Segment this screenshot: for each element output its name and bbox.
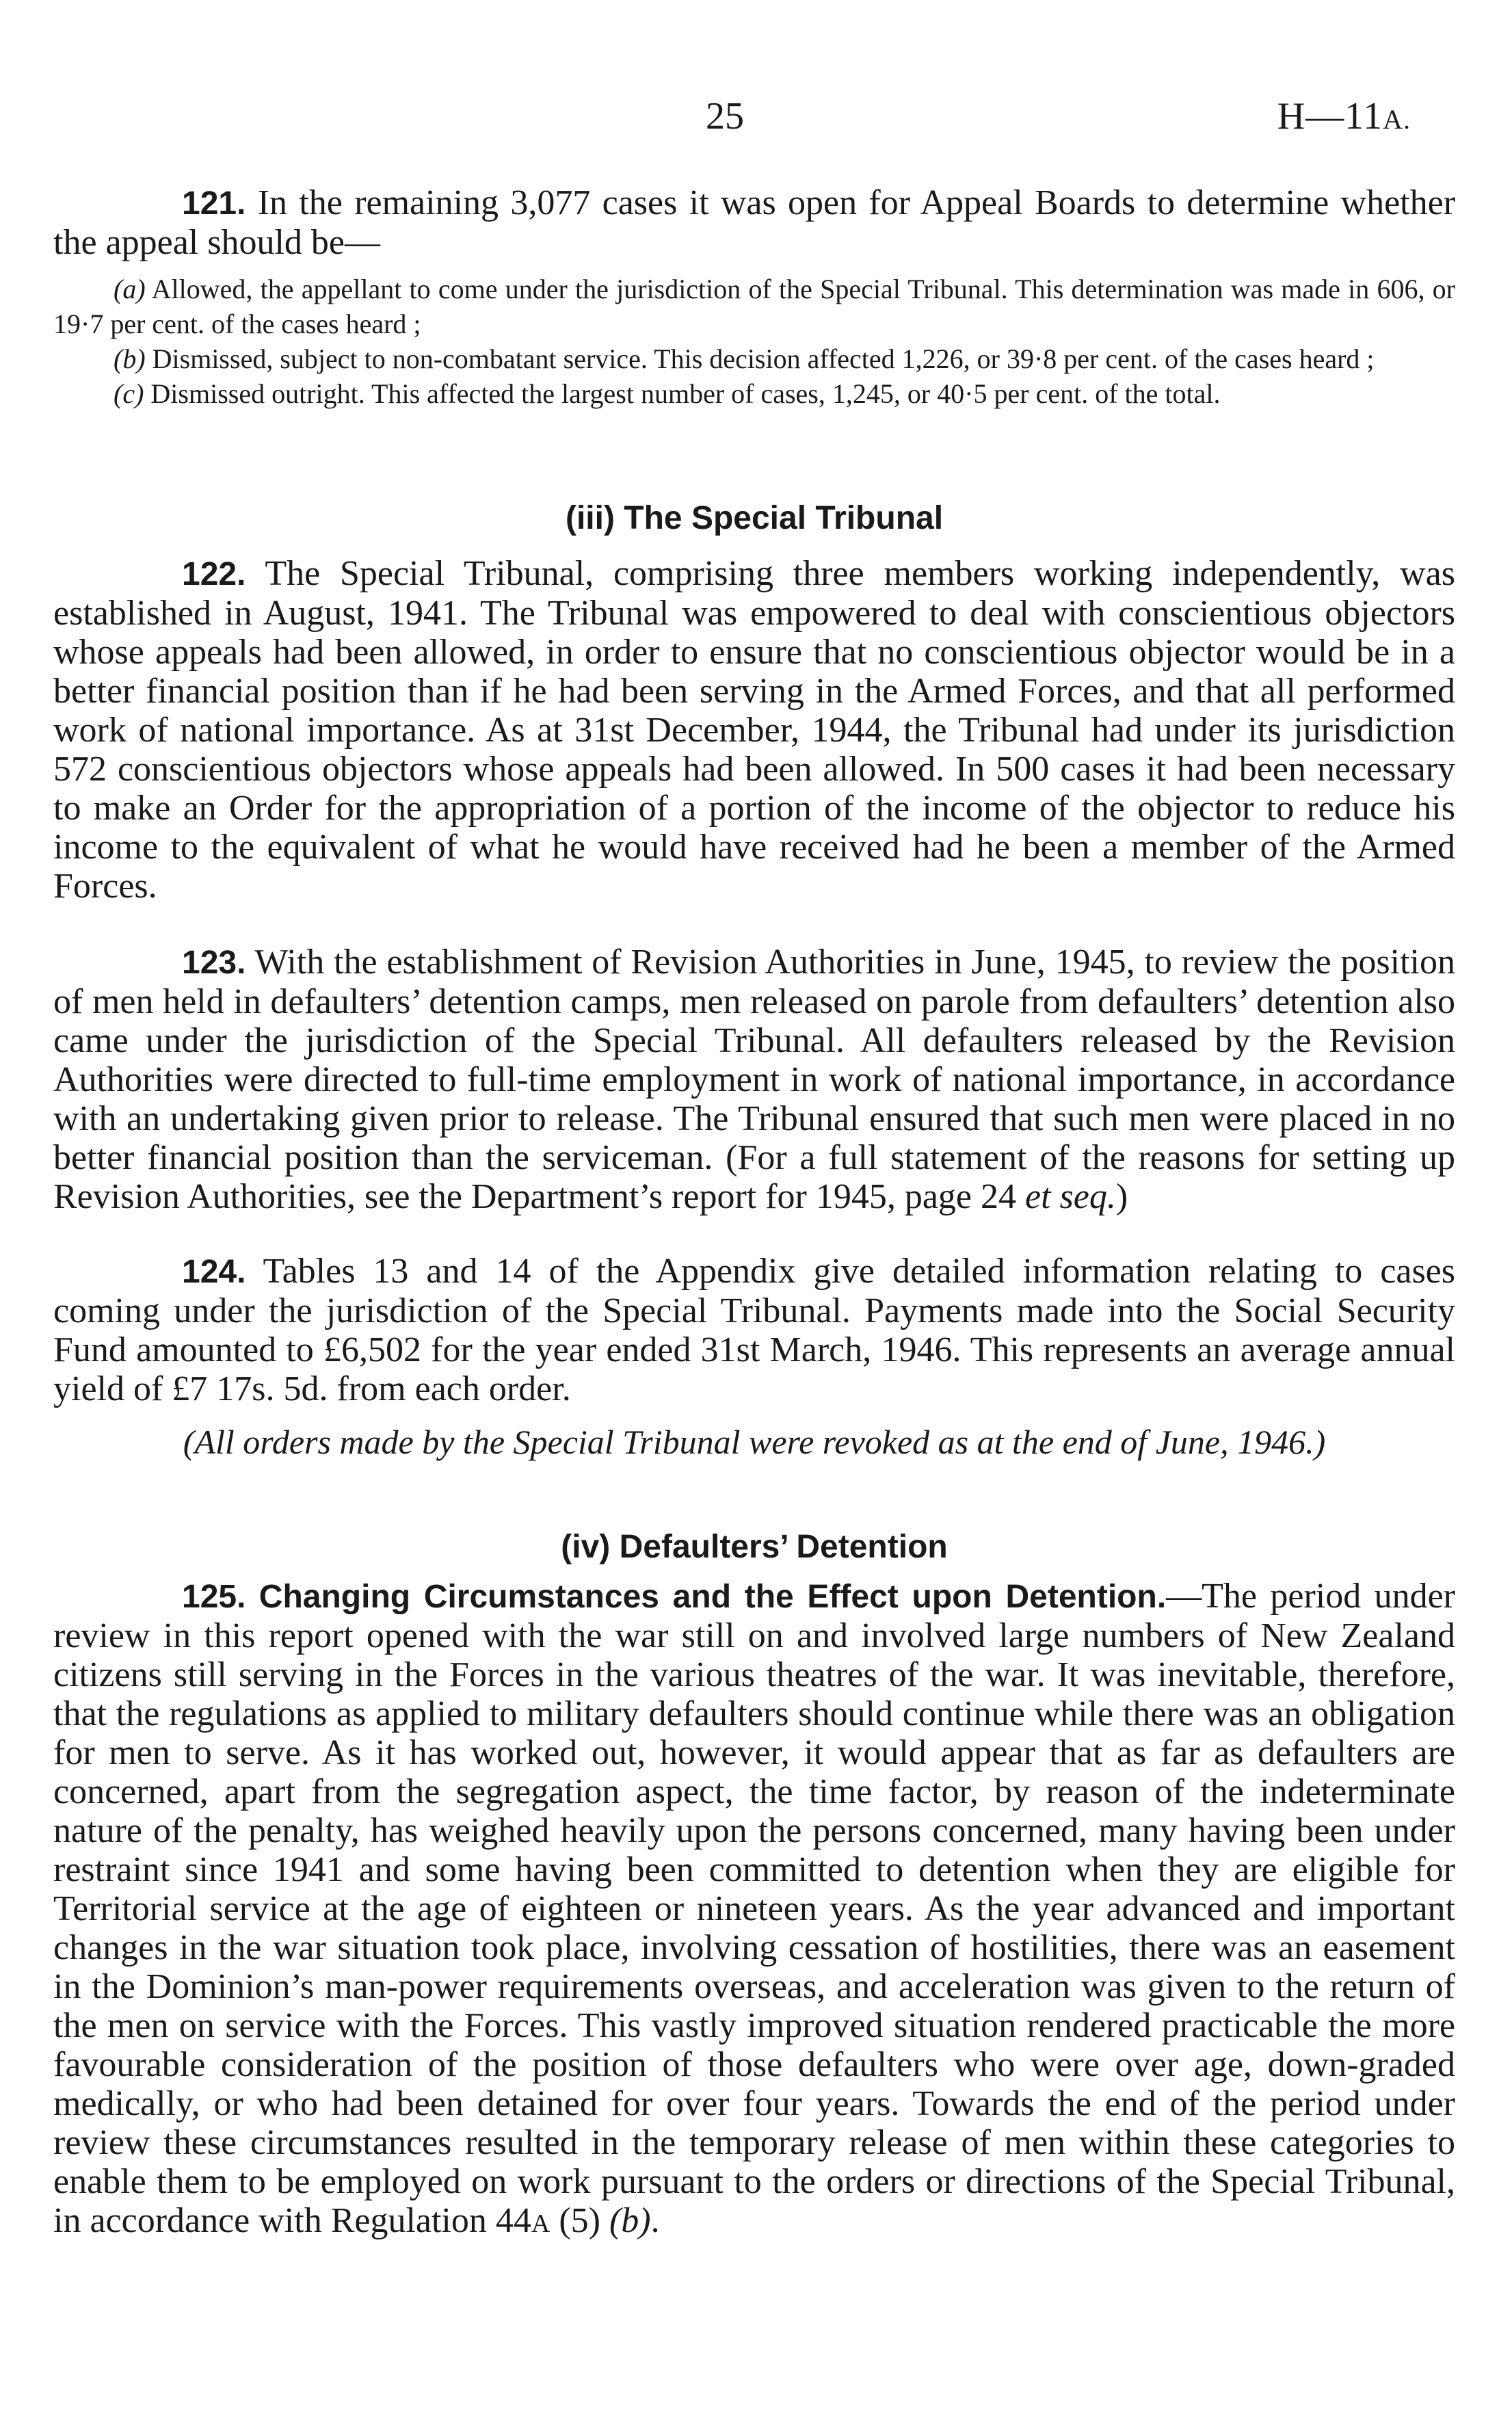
regulation-suffix: A <box>531 2209 551 2238</box>
list-item-text: Dismissed outright. This affected the largest number of cases, 1,245, or 40·5 per cent. of the total. <box>150 378 1221 409</box>
document-code <box>1277 94 1411 138</box>
paragraph-end: . <box>650 2201 660 2240</box>
document-code-main: H—11 <box>1277 95 1383 137</box>
paragraph-body: The Special Tribunal, comprising three members working independently, was established in August, 1941. The Tribunal was empowered to deal with conscientious objectors whose appeals had been allowed, in order to ensure that no conscientious objector would be in a better financial position than if he had been serving in the Armed Forces, and that all performed work of national importance. As at 31st December, 1944, the Tribunal had under its jurisdiction 572 conscientious objectors whose appeals had been allowed. In 500 cases it had been necessary to make an Order for the appropriation of a portion of the income of the objector to reduce his income to the equivalent of what he would have received had he been a member of the Armed Forces. <box>53 554 1455 906</box>
paragraph-124-text <box>53 1252 1455 1408</box>
regulation-subclause: (b) <box>609 2201 651 2240</box>
paragraph-number: 122. <box>182 556 246 592</box>
paragraph-125 <box>53 1577 1455 2244</box>
paragraph-number: 123. <box>182 945 246 981</box>
page-number: 25 <box>706 95 744 137</box>
paragraph-number: 121. <box>182 185 246 222</box>
note-text: (All orders made by the Special Tribunal were revoked as at the end of June, 1946.) <box>183 1423 1326 1461</box>
section-heading-special-tribunal: (iii) The Special Tribunal <box>565 500 944 536</box>
paragraph-body: —The period under review in this report opened with the war still on and involved large numbers of New Zealand citizens still serving in the Forces in the various theatres of the war. It was inevitable, therefore, that the regulations as applied to military defaulters should continue while there was an obligation for men to serve. As it has worked out, however, it would appear that as far as defaulters are concerned, apart from the segregation aspect, the time factor, by reason of the indeterminate nature of the penalty, has weighed heavily upon the persons concerned, many having been under restraint since 1941 and some having been committed to detention when they are eligible for Territorial service at the age of eighteen or nineteen years. As the year advanced and important changes in the war situation took place, involving cessation of hostilities, there was an easement in the Dominion’s man-power requirements overseas, and acceleration was given to the return of the men on service with the Forces. This vastly improved situation rendered practicable the more favourable consideration of the position of those defaulters who were over age, down-graded medically, or who had been detained for over four years. Towards the end of the period under review these circumstances resulted in the temporary release of men within these categories to enable them to be employed on work pursuant to the orders or directions of the Special Tribunal, in accordance with Regulation <box>53 1577 1455 2240</box>
paragraph-body: In the remaining 3,077 cases it was open for Appeal Boards to determine whether the appeal should be— <box>53 183 1456 262</box>
list-item-label: (b) <box>114 343 146 374</box>
regulation-number: 44 <box>495 2201 531 2240</box>
list-item-text: Dismissed, subject to non-combatant service. This decision affected 1,226, or 39·8 per cent. of the cases heard ; <box>152 343 1375 374</box>
paragraph-121-text <box>53 183 1455 262</box>
paragraph-body: With the establishment of Revision Authorities in June, 1945, to review the position of men held in defaulters’ detention camps, men released on parole from defaulters’ detention also came under the jurisdiction of the Special Tribunal. All defaulters released by the Revision Authorities were directed to full-time employment in work of national importance, in accordance with an undertaking given prior to release. The Tribunal ensured that such men were placed in no better financial position than the serviceman. (For a full statement of the reasons for setting up Revision Authorities, see the Department’s report for 1945, page 24 <box>53 943 1456 1216</box>
paragraph-122 <box>53 554 1455 906</box>
list-item-label: (a) <box>114 274 146 304</box>
list-item-c <box>53 376 1455 411</box>
section-iii <box>53 498 1455 539</box>
regulation-clause: (5) <box>559 2201 600 2240</box>
list-item-a <box>53 272 1455 341</box>
page-header <box>0 94 1512 149</box>
paragraph-123-text <box>53 943 1455 1216</box>
paragraph-123 <box>53 943 1455 1216</box>
list-item-label: (c) <box>114 378 144 409</box>
revocation-note <box>53 1421 1455 1462</box>
paragraph-121 <box>53 183 1455 411</box>
paragraph-sidehead: Changing Circumstances and the Effect upon Detention. <box>258 1579 1167 1615</box>
paragraph-end: ) <box>1115 1177 1128 1216</box>
paragraph-124 <box>53 1252 1455 1408</box>
paragraph-number: 124. <box>182 1254 246 1290</box>
italic-reference: et seq. <box>1025 1177 1116 1216</box>
section-heading-defaulters-detention: (iv) Defaulters’ Detention <box>561 1529 948 1565</box>
paragraph-body: Tables 13 and 14 of the Appendix give detailed information relating to cases coming under the jurisdiction of the Special Tribunal. Payments made into the Social Security Fund amounted to £6,502 for the year ended 31st March, 1946. This represents an average annual yield of £7 17s. 5d. from each order. <box>53 1252 1455 1408</box>
paragraph-125-text <box>53 1577 1455 2244</box>
document-code-suffix: A. <box>1383 104 1411 135</box>
list-item-text: Allowed, the appellant to come under the jurisdiction of the Special Tribunal. This determination was made in 606, or 19·7 per cent. of the cases heard ; <box>53 274 1455 339</box>
paragraph-number: 125. <box>182 1579 246 1615</box>
list-item-b <box>53 341 1455 376</box>
section-iv <box>53 1527 1455 1568</box>
paragraph-122-text <box>53 554 1455 906</box>
